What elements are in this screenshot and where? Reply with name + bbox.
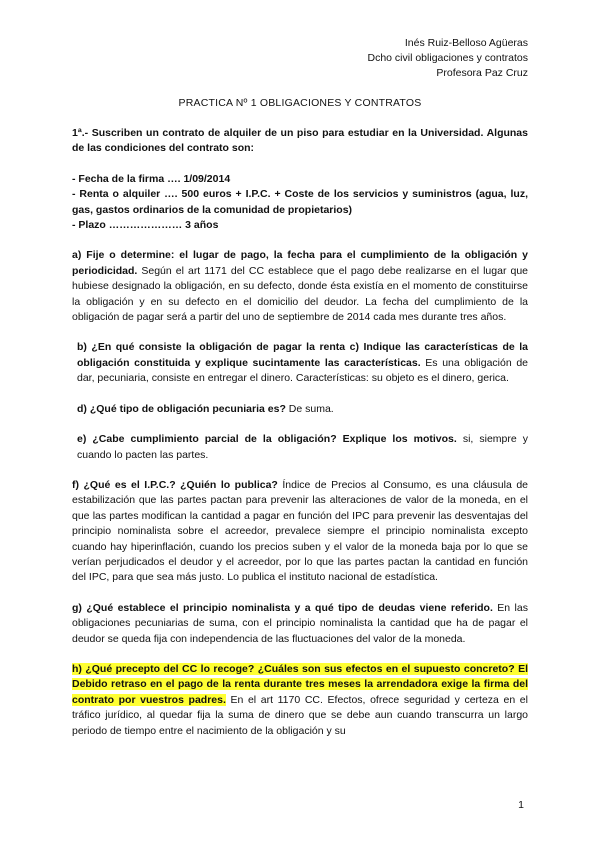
section-g — [72, 601, 528, 647]
header-block — [368, 36, 529, 81]
page-title: PRACTICA Nº 1 OBLIGACIONES Y CONTRATOS — [178, 97, 422, 109]
answer-a: Según el art 1171 del CC establece que el pago debe realizarse en el lugar que hubiese designado la obligación, en su defecto, donde ésta existía en el momento de constituirse la obligación y en su defecto en el domicilio del deudor. La fecha del cumplimiento de la obligación de pagar será a partir del uno de septiembre de 2014 cada mes durante tres años. — [72, 264, 528, 324]
section-f — [72, 478, 528, 586]
question-h-highlighted: h) ¿Qué precepto del CC lo recoge? ¿Cuáles son sus efectos en el supuesto concreto? El Debido retraso en el pago de la renta durante tres meses la arrendadora exige la firma del contrato por vuestros padres. — [72, 662, 528, 706]
document-body — [72, 126, 528, 739]
professor-name: Profesora Paz Cruz — [436, 67, 528, 79]
page-number: 1 — [518, 799, 524, 811]
course-name: Dcho civil obligaciones y contratos — [367, 52, 528, 64]
answer-b: Es una obligación de dar, pecuniaria, consiste en entregar el dinero. Características: su objeto es el dinero, gerica. — [77, 356, 529, 385]
condition-date: - Fecha de la firma …. 1/09/2014 — [72, 172, 231, 185]
intro-question: 1ª.- Suscriben un contrato de alquiler de un piso para estudiar en la Universidad. Algunas de las condiciones del contrato son: — [72, 127, 528, 155]
section-e — [72, 432, 528, 463]
answer-h: En el art 1170 CC. Efectos, ofrece seguridad y certeza en el tráfico jurídico, al quedar fija la suma de dinero que se debe aun cuando transcurra un largo periodo de tiempo entre el nacimiento de la obligación y su — [72, 693, 528, 737]
answer-f: Índice de Precios al Consumo, es una cláusula de estabilización que las partes pactan para prevenir las alteraciones de valor de la moneda, en el que las partes modifican la cantidad a pagar en función del IPC para prevenir las desventajas del principio nominalista sobre el acreedor, prevalece siempre el principio nominalista excepto cuando hay hiperinflación, cuando los precios suben y el valor de la moneda baja por lo que se verían perjudicados el deudor y el acreedor, por lo que las partes pactan la cantidad en función del IPC, para que sea más justo. Lo publica el instituto nacional de estadística. — [72, 478, 529, 584]
section-d — [72, 402, 528, 417]
answer-e: si, siempre y cuando lo pacten las partes. — [77, 433, 528, 461]
question-e: e) ¿Cabe cumplimiento parcial de la obligación? Explique los motivos. — [77, 433, 457, 446]
section-b — [72, 340, 528, 386]
section-h — [72, 662, 528, 739]
condition-term: - Plazo ………………… 3 años — [72, 219, 219, 232]
question-f: f) ¿Qué es el I.P.C.? ¿Quién lo publica? — [72, 478, 278, 491]
section-a — [72, 248, 528, 325]
condition-rent: - Renta o alquiler …. 500 euros + I.P.C. + Coste de los servicios y suministros (agua, luz, gas, gastos ordinarios de la comunidad de propietarios) — [72, 188, 528, 216]
question-g: g) ¿Qué establece el principio nominalista y a qué tipo de deudas viene referido. — [72, 601, 493, 614]
question-a: a) Fije o determine: el lugar de pago, la fecha para el cumplimiento de la obligación y periodicidad. — [72, 249, 528, 277]
question-b: b) ¿En qué consiste la obligación de pagar la renta c) Indique las características de la obligación constituida y explique sucintamente las características. — [77, 341, 528, 369]
answer-d: De suma. — [285, 402, 334, 415]
answer-g: En las obligaciones pecuniarias de suma, con el principio nominalista la cantidad que ha de pagar el deudor se queda fija con independencia de las fluctuaciones del valor de la moneda. — [72, 601, 528, 645]
question-d: d) ¿Qué tipo de obligación pecuniaria es? — [77, 402, 286, 415]
author-name: Inés Ruiz-Belloso Agüeras — [404, 37, 528, 49]
